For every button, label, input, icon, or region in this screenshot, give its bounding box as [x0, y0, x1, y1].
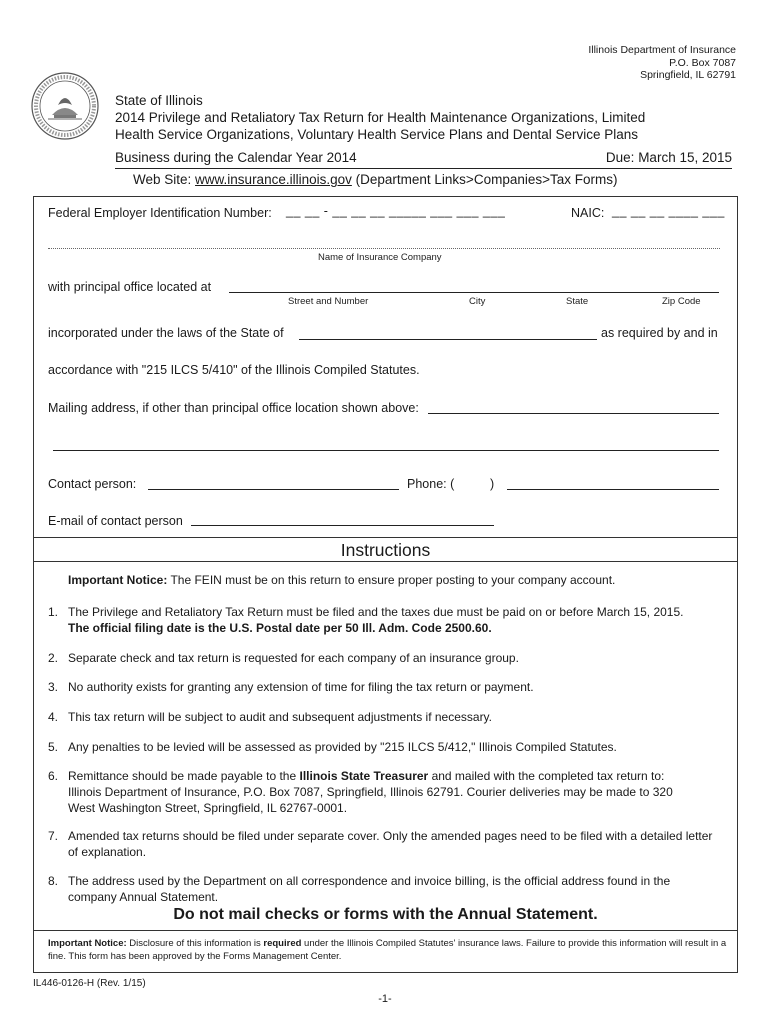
state-name: State of Illinois	[115, 93, 203, 108]
header-rule	[115, 168, 732, 169]
item-text: Separate check and tax return is requested for each company of an insurance group.	[68, 651, 519, 665]
naic-label: NAIC:	[571, 206, 605, 220]
website-prefix: Web Site:	[133, 172, 192, 187]
do-not-mail-warning: Do not mail checks or forms with the Annual Statement.	[173, 906, 598, 923]
email-label: E-mail of contact person	[48, 514, 183, 528]
disclosure-label: Important Notice:	[48, 938, 127, 949]
instruction-item-5	[48, 739, 720, 755]
notice-text: The FEIN must be on this return to ensure proper posting to your company account.	[170, 573, 616, 587]
mailing-address-field-2[interactable]	[53, 450, 719, 451]
form-title-line2: Health Service Organizations, Voluntary Health Service Plans and Dental Service Plans	[115, 127, 639, 142]
company-name-caption: Name of Insurance Company	[318, 252, 442, 263]
due-date: Due: March 15, 2015	[605, 150, 732, 165]
item-text-line2: Illinois Department of Insurance, P.O. Box 7087, Springfield, Illinois 62791. Courier deliveries may be made to 320	[68, 785, 673, 799]
state-caption: State	[566, 296, 589, 307]
item-number: 3.	[48, 680, 59, 694]
item-number: 8.	[48, 874, 59, 888]
item-text: Remittance should be made payable to the	[68, 769, 297, 783]
business-year-line	[115, 150, 732, 165]
item-text: This tax return will be subject to audit and subsequent adjustments if necessary.	[68, 710, 493, 724]
item-text: The Privilege and Retaliatory Tax Return must be filed and the taxes due must be paid on or before March 15, 2015.	[68, 605, 684, 619]
page-number: -1-	[378, 993, 392, 1005]
instructions-border-left	[33, 562, 34, 932]
phone-close-paren: )	[490, 477, 495, 491]
item-number: 7.	[48, 829, 59, 843]
email-field[interactable]	[191, 525, 494, 526]
notice-label: Important Notice:	[68, 573, 168, 587]
item-text: Amended tax returns should be filed under separate cover. Only the amended pages need to be filed with a detailed letter of explanation.	[68, 829, 713, 859]
dept-city: Springfield, IL 62791	[640, 69, 736, 81]
item-number: 6.	[48, 769, 59, 783]
item-text-line3: West Washington Street, Springfield, IL 62767-0001.	[68, 801, 348, 815]
instruction-item-2	[48, 650, 720, 666]
instruction-item-7	[48, 828, 720, 860]
principal-office-label: with principal office located at	[48, 280, 212, 294]
website-suffix: (Department Links>Companies>Tax Forms)	[355, 172, 618, 187]
item-number: 2.	[48, 651, 59, 665]
website-line	[133, 172, 618, 187]
item-bold-text: The official filing date is the U.S. Postal date per 50 Ill. Adm. Code 2500.60.	[68, 621, 492, 635]
dept-po-box: P.O. Box 7087	[669, 56, 736, 69]
naic-input[interactable]: __ __ __ ____ ___	[612, 204, 725, 218]
department-address	[588, 44, 736, 82]
disclosure-pre: Disclosure of this information is	[129, 938, 261, 949]
item-number: 4.	[48, 710, 59, 724]
street-caption: Street and Number	[288, 296, 369, 307]
mailing-address-label: Mailing address, if other than principal office location shown above:	[48, 401, 419, 415]
principal-office-field[interactable]	[229, 292, 719, 293]
accordance-text: accordance with "215 ILCS 5/410" of the Illinois Compiled Statutes.	[48, 363, 420, 377]
mailing-address-field[interactable]	[428, 413, 719, 414]
state-of-incorporation-field[interactable]	[299, 339, 597, 340]
item-text: No authority exists for granting any extension of time for filing the tax return or payment.	[68, 680, 534, 694]
fein-input[interactable]: __ __ - __ __ __ _____ ___ ___ ___	[286, 204, 506, 218]
fein-label: Federal Employer Identification Number:	[48, 206, 272, 220]
item-number: 5.	[48, 740, 59, 754]
item-text: The address used by the Department on all correspondence and invoice billing, is the official address found in the company Annual Statement.	[68, 874, 671, 904]
contact-person-label: Contact person:	[48, 477, 137, 491]
form-title-line1: 2014 Privilege and Retaliatory Tax Return for Health Maintenance Organizations, Limited	[115, 110, 646, 125]
incorporated-label: incorporated under the laws of the State of	[48, 326, 284, 340]
state-seal-icon	[30, 71, 100, 141]
instruction-item-3	[48, 679, 720, 695]
item-number: 1.	[48, 605, 59, 619]
zip-caption: Zip Code	[662, 296, 701, 307]
website-link[interactable]: www.insurance.illinois.gov	[195, 172, 352, 187]
disclosure-required: required	[263, 938, 302, 949]
business-year: Business during the Calendar Year 2014	[115, 150, 357, 165]
contact-person-field[interactable]	[148, 489, 399, 490]
instructions-border-right	[737, 562, 738, 932]
item-text-cont: and mailed with the completed tax return to:	[431, 769, 665, 783]
disclosure-post: under the Illinois Compiled Statutes' insurance laws. Failure to provide this information will result in a fine. This form has been approved by the Forms Management Center.	[48, 938, 727, 962]
city-caption: City	[469, 296, 486, 307]
instructions-title: Instructions	[33, 537, 738, 562]
instruction-item-6	[48, 768, 720, 816]
disclosure-notice	[48, 937, 728, 963]
dept-name: Illinois Department of Insurance	[588, 44, 736, 56]
important-notice	[68, 573, 615, 587]
company-name-field[interactable]	[48, 248, 720, 249]
instruction-item-1	[48, 604, 720, 636]
item-text: Any penalties to be levied will be assessed as provided by "215 ILCS 5/412," Illinois Compiled Statutes.	[68, 740, 617, 754]
form-number: IL446-0126-H (Rev. 1/15)	[33, 978, 146, 989]
phone-label: Phone: (	[407, 477, 455, 491]
required-by-label: as required by and in	[601, 326, 718, 340]
form-header	[115, 92, 735, 143]
item-bold-text: Illinois State Treasurer	[299, 769, 429, 783]
phone-field[interactable]	[507, 489, 719, 490]
instruction-item-4	[48, 709, 720, 725]
instruction-item-8	[48, 873, 720, 905]
